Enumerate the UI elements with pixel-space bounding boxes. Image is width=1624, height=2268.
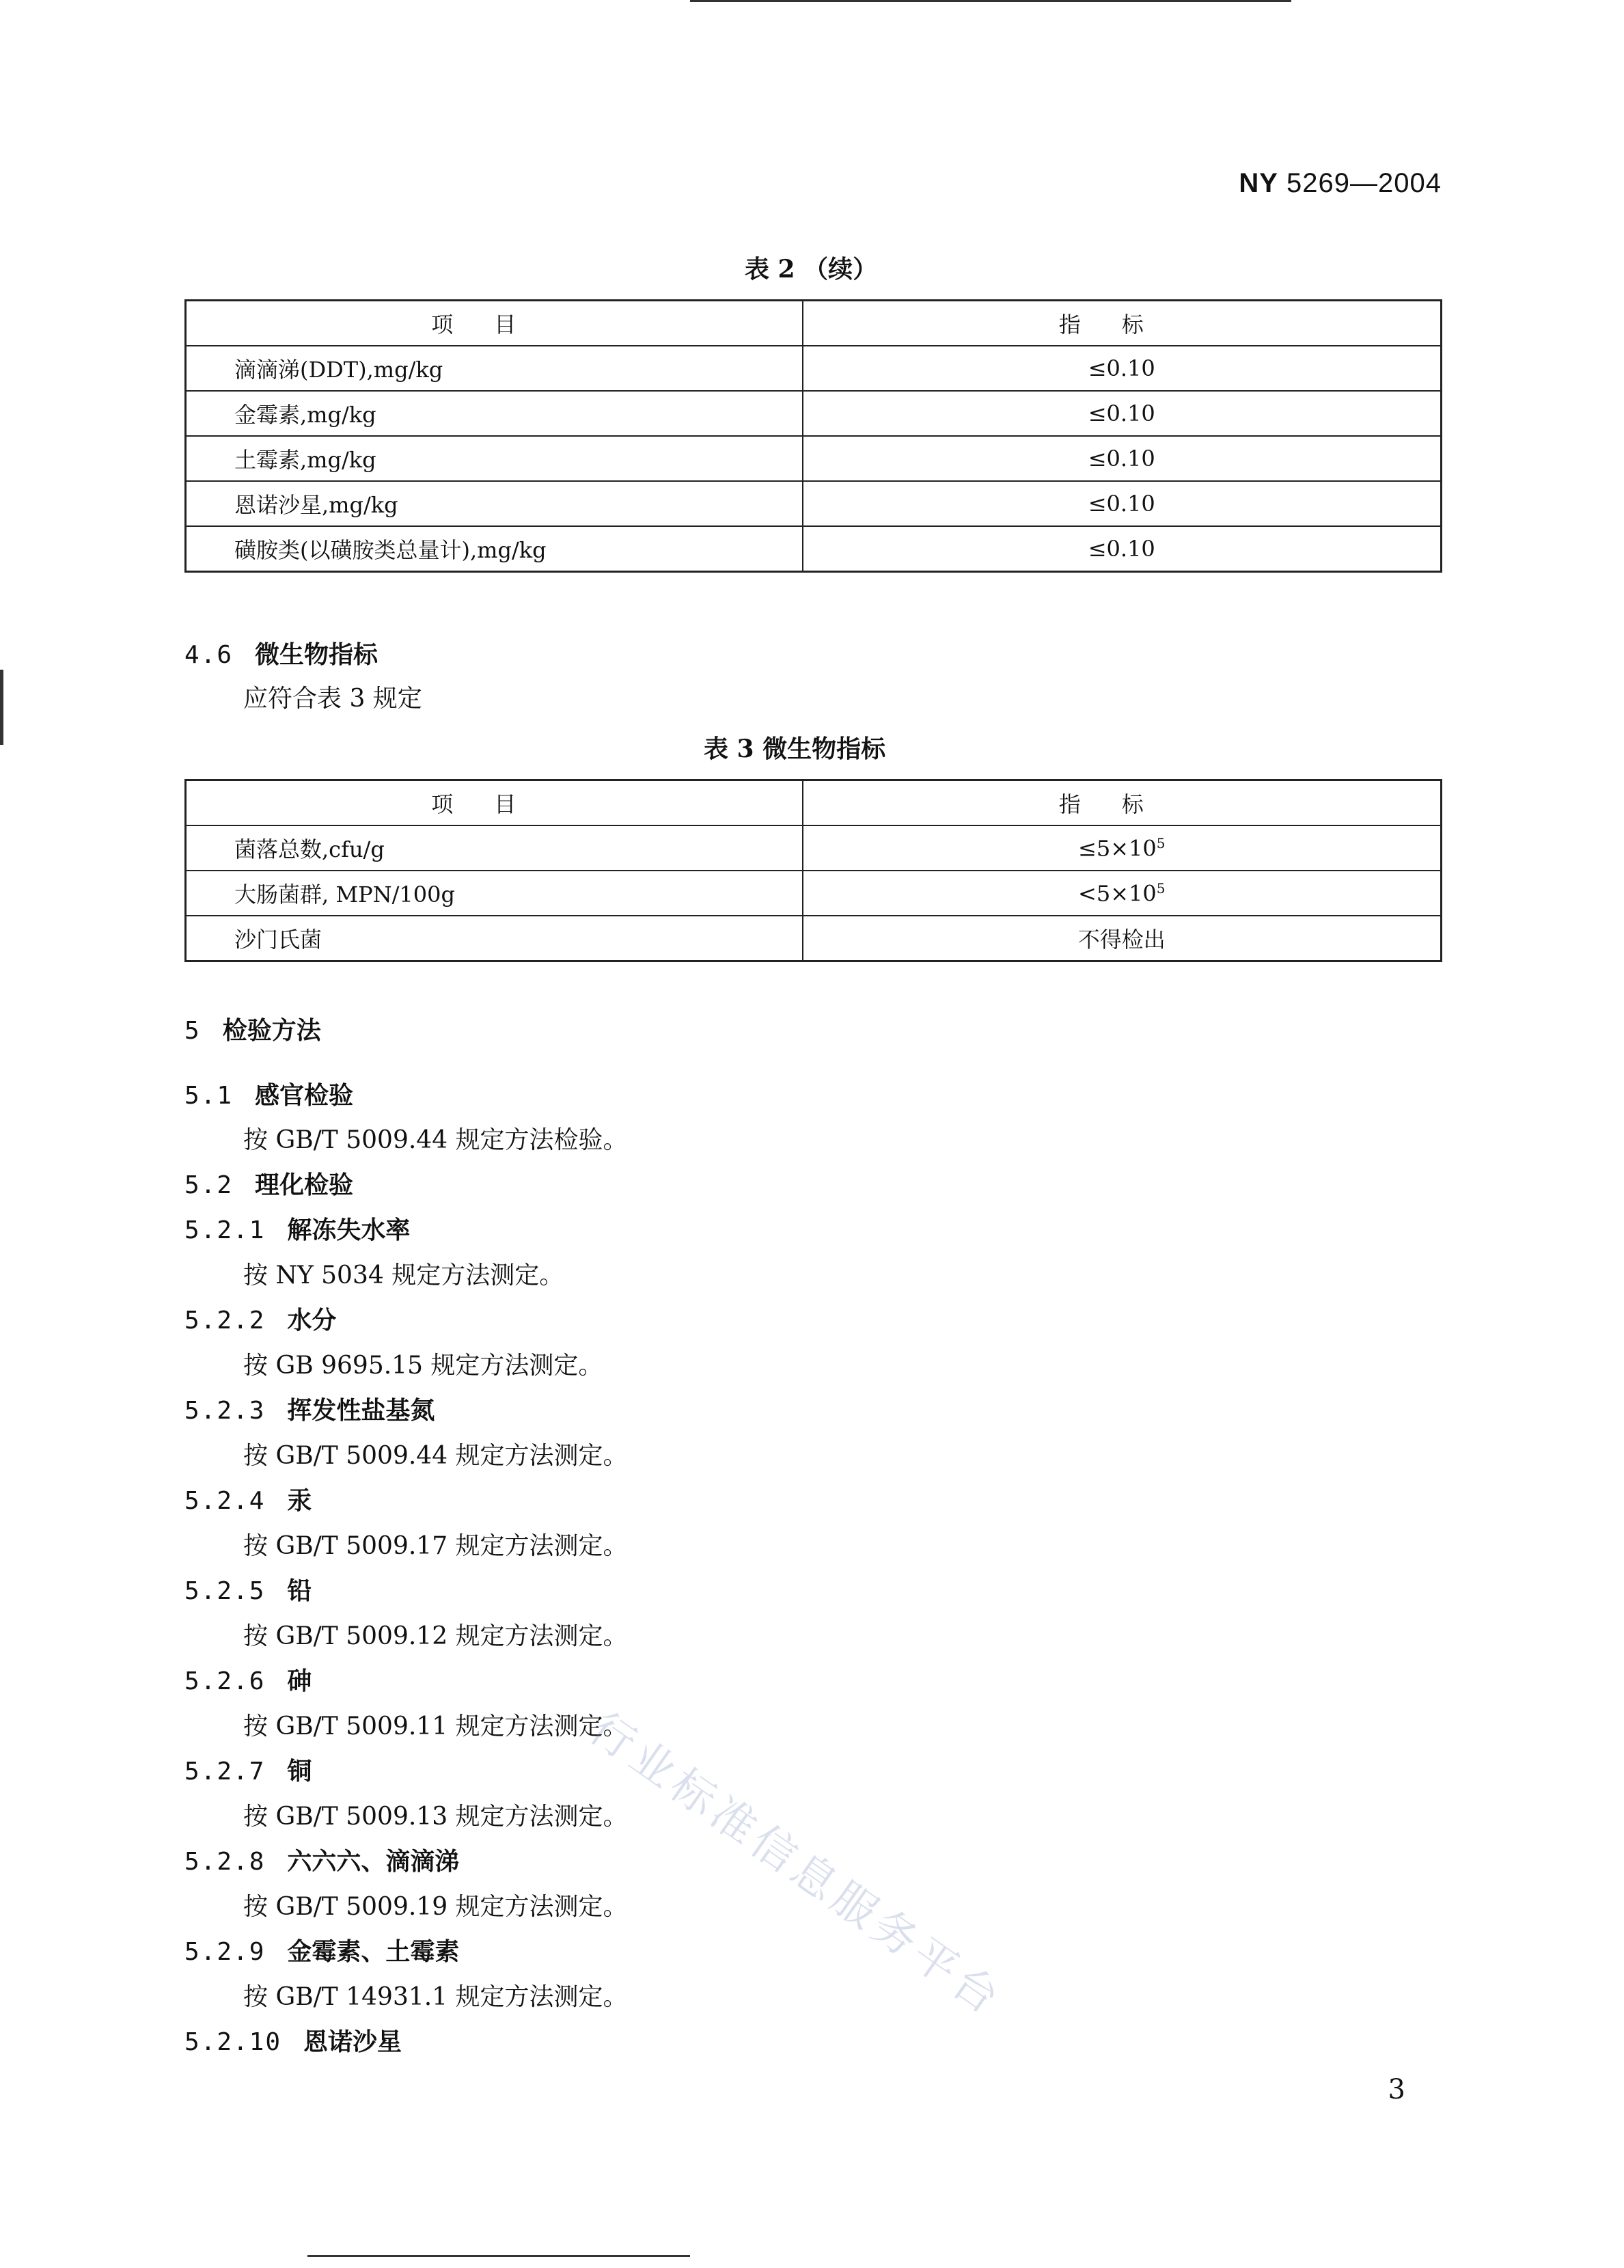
value-exponent: 5	[1156, 879, 1166, 897]
table3-value	[803, 916, 1442, 961]
table2	[184, 299, 1442, 573]
table2-value: ≤0.10	[803, 481, 1442, 526]
section-title: 检验方法	[222, 1017, 321, 1045]
table2-item: 滴滴涕(DDT),mg/kg	[186, 346, 803, 391]
section-title: 解冻失水率	[287, 1216, 411, 1244]
table3-header-value: 指标	[803, 780, 1442, 826]
page-number: 3	[1388, 2074, 1405, 2105]
table3-item: 沙门氏菌	[186, 916, 803, 961]
section-5-2-2-heading	[184, 1301, 336, 1336]
table2-item: 磺胺类(以磺胺类总量计),mg/kg	[186, 526, 803, 572]
section-5-1-heading	[184, 1076, 353, 1111]
table3-header-item: 项目	[186, 780, 803, 826]
section-number: 5.1	[184, 1082, 234, 1110]
table3	[184, 779, 1442, 962]
section-number: 4.6	[184, 641, 234, 669]
section-title: 微生物指标	[255, 641, 379, 669]
section-title: 金霉素、土霉素	[287, 1938, 460, 1966]
section-5-2-3-text: 按 GB/T 5009.44 规定方法测定。	[243, 1442, 628, 1470]
section-5-2-3-heading	[184, 1391, 435, 1426]
table3-caption: 表 3 微生物指标	[704, 735, 886, 763]
table2-header-item: 项目	[186, 301, 803, 346]
value-base: 不得检出	[1077, 927, 1166, 953]
section-5-2-6-heading	[184, 1662, 312, 1697]
table-row	[186, 526, 1442, 572]
table-row	[186, 436, 1442, 481]
table3-header-row	[186, 780, 1442, 826]
document-code	[1239, 168, 1442, 199]
section-number: 5.2.6	[184, 1667, 266, 1695]
section-5-2-heading	[184, 1166, 353, 1201]
table2-item: 金霉素,mg/kg	[186, 391, 803, 436]
section-title: 汞	[287, 1487, 312, 1515]
scan-left-mark	[0, 670, 3, 745]
value-base: ≤5×10	[1078, 835, 1157, 862]
table-row	[186, 481, 1442, 526]
section-5-2-7-text: 按 GB/T 5009.13 规定方法测定。	[243, 1803, 628, 1831]
table2-value: ≤0.10	[803, 436, 1442, 481]
section-number: 5.2.3	[184, 1397, 266, 1425]
section-title: 六六六、滴滴涕	[287, 1848, 460, 1876]
table2-value: ≤0.10	[803, 526, 1442, 572]
table3-value	[803, 825, 1442, 871]
section-5-2-1-text: 按 NY 5034 规定方法测定。	[243, 1261, 564, 1289]
section-number: 5.2.10	[184, 2028, 282, 2056]
table-row	[186, 916, 1442, 961]
section-number: 5.2.8	[184, 1848, 266, 1876]
section-number: 5	[184, 1017, 201, 1045]
table-row	[186, 825, 1442, 871]
table-row	[186, 391, 1442, 436]
section-number: 5.2.7	[184, 1758, 266, 1786]
table-row	[186, 871, 1442, 916]
table2-item: 恩诺沙星,mg/kg	[186, 481, 803, 526]
section-5-2-8-heading	[184, 1842, 459, 1877]
section-number: 5.2.2	[184, 1307, 266, 1335]
value-base: <5×10	[1078, 880, 1157, 907]
section-4-6-heading	[184, 636, 378, 670]
section-title: 感官检验	[255, 1082, 354, 1110]
scan-top-line	[690, 0, 1291, 2]
table2-header-row	[186, 301, 1442, 346]
section-5-2-5-heading	[184, 1572, 312, 1607]
scan-bottom-line	[307, 2255, 690, 2257]
table2-caption: 表 2 （续）	[745, 255, 878, 284]
section-title: 铜	[287, 1758, 312, 1786]
section-5-2-9-heading	[184, 1932, 459, 1967]
table2-item: 土霉素,mg/kg	[186, 436, 803, 481]
section-number: 5.2.1	[184, 1216, 266, 1244]
section-5-2-6-text: 按 GB/T 5009.11 规定方法测定。	[243, 1712, 628, 1740]
section-title: 砷	[287, 1667, 312, 1695]
table-row	[186, 346, 1442, 391]
table3-item: 菌落总数,cfu/g	[186, 825, 803, 871]
section-5-2-4-text: 按 GB/T 5009.17 规定方法测定。	[243, 1532, 628, 1560]
document-code-prefix: NY	[1239, 168, 1278, 198]
section-5-2-4-heading	[184, 1481, 312, 1516]
section-5-2-10-heading	[184, 2023, 402, 2058]
table3-value	[803, 871, 1442, 916]
section-5-2-2-text: 按 GB 9695.15 规定方法测定。	[243, 1352, 603, 1380]
section-title: 恩诺沙星	[303, 2028, 402, 2056]
table2-value: ≤0.10	[803, 346, 1442, 391]
section-title: 水分	[287, 1307, 337, 1335]
section-title: 理化检验	[255, 1171, 354, 1199]
section-title: 挥发性盐基氮	[287, 1397, 435, 1425]
section-number: 5.2.4	[184, 1487, 266, 1515]
section-5-2-5-text: 按 GB/T 5009.12 规定方法测定。	[243, 1622, 628, 1650]
table2-header-value: 指标	[803, 301, 1442, 346]
section-5-2-1-heading	[184, 1211, 410, 1246]
document-code-number: 5269—2004	[1286, 168, 1442, 198]
table3-item: 大肠菌群, MPN/100g	[186, 871, 803, 916]
section-number: 5.2.9	[184, 1938, 266, 1966]
table2-value: ≤0.10	[803, 391, 1442, 436]
value-exponent: 5	[1156, 834, 1166, 851]
section-number: 5.2	[184, 1171, 234, 1199]
section-5-1-text: 按 GB/T 5009.44 规定方法检验。	[243, 1126, 628, 1154]
section-4-6-text: 应符合表 3 规定	[243, 685, 422, 713]
section-5-2-8-text: 按 GB/T 5009.19 规定方法测定。	[243, 1893, 628, 1921]
section-title: 铅	[287, 1577, 312, 1605]
section-5-2-7-heading	[184, 1752, 312, 1787]
section-5-heading	[184, 1011, 321, 1046]
section-5-2-9-text: 按 GB/T 14931.1 规定方法测定。	[243, 1983, 628, 2011]
watermark: 行业标准信息服务平台	[579, 1703, 1013, 2027]
section-number: 5.2.5	[184, 1577, 266, 1605]
